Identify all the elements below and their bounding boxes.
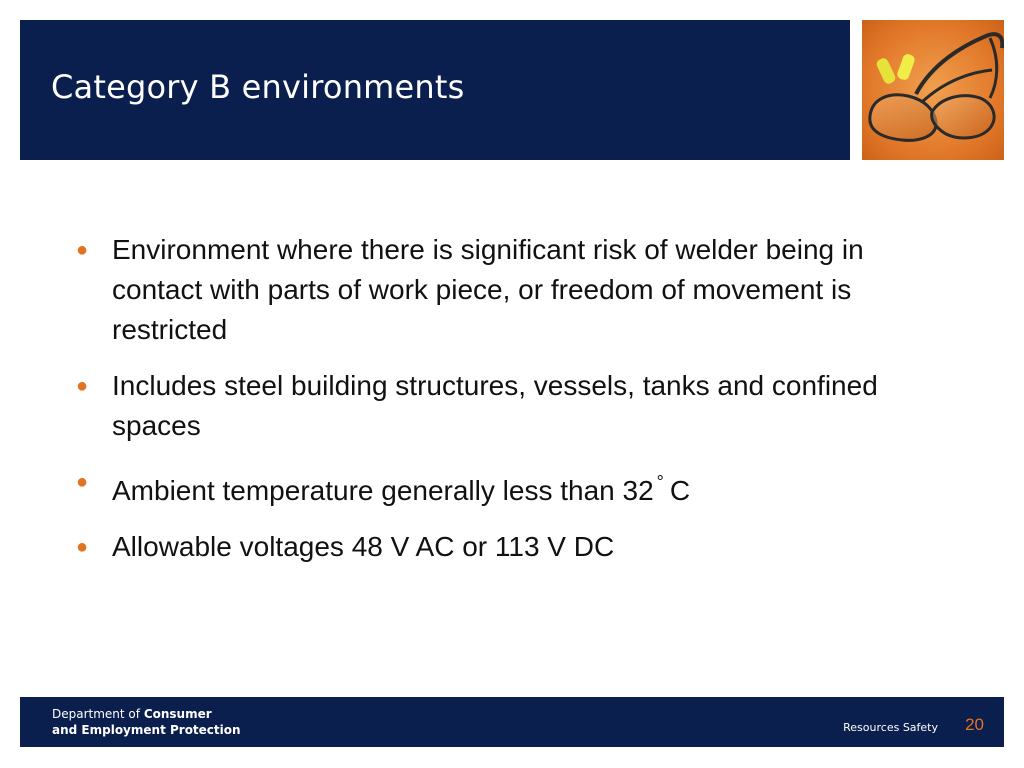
bullet-text: Includes steel building structures, vessels, tanks and confined spaces <box>112 370 878 441</box>
bullet-text: Allowable voltages 48 V AC or 113 V DC <box>112 531 615 562</box>
department-prefix: Department of <box>52 707 144 721</box>
bullet-dot-icon: ● <box>76 471 89 493</box>
bullet-text: Environment where there is significant risk of welder being in contact with parts of work piece, or freedom of movement is restricted <box>112 234 864 345</box>
bullet-dot-icon: ● <box>76 375 89 397</box>
page-number: 20 <box>965 715 984 734</box>
degree-symbol: ° <box>656 472 664 492</box>
bullet-item <box>70 366 930 446</box>
safety-glasses-icon <box>862 20 1004 160</box>
bullet-list <box>70 230 930 583</box>
department-name-bold-2: and Employment Protection <box>52 723 241 737</box>
title-banner <box>20 20 850 160</box>
bullet-text: Ambient temperature generally less than 32 <box>112 475 654 506</box>
safety-glasses-earplugs-image <box>862 20 1004 160</box>
department-name <box>52 706 241 738</box>
unit-name: Resources Safety <box>843 721 938 734</box>
footer-bar <box>20 697 1004 747</box>
bullet-item <box>70 462 930 511</box>
bullet-item <box>70 527 930 567</box>
slide-title: Category B environments <box>51 68 465 106</box>
bullet-dot-icon: ● <box>76 239 89 261</box>
bullet-dot-icon: ● <box>76 536 89 558</box>
temperature-unit: C <box>669 475 691 506</box>
department-name-bold-1: Consumer <box>143 707 212 721</box>
bullet-item <box>70 230 930 350</box>
